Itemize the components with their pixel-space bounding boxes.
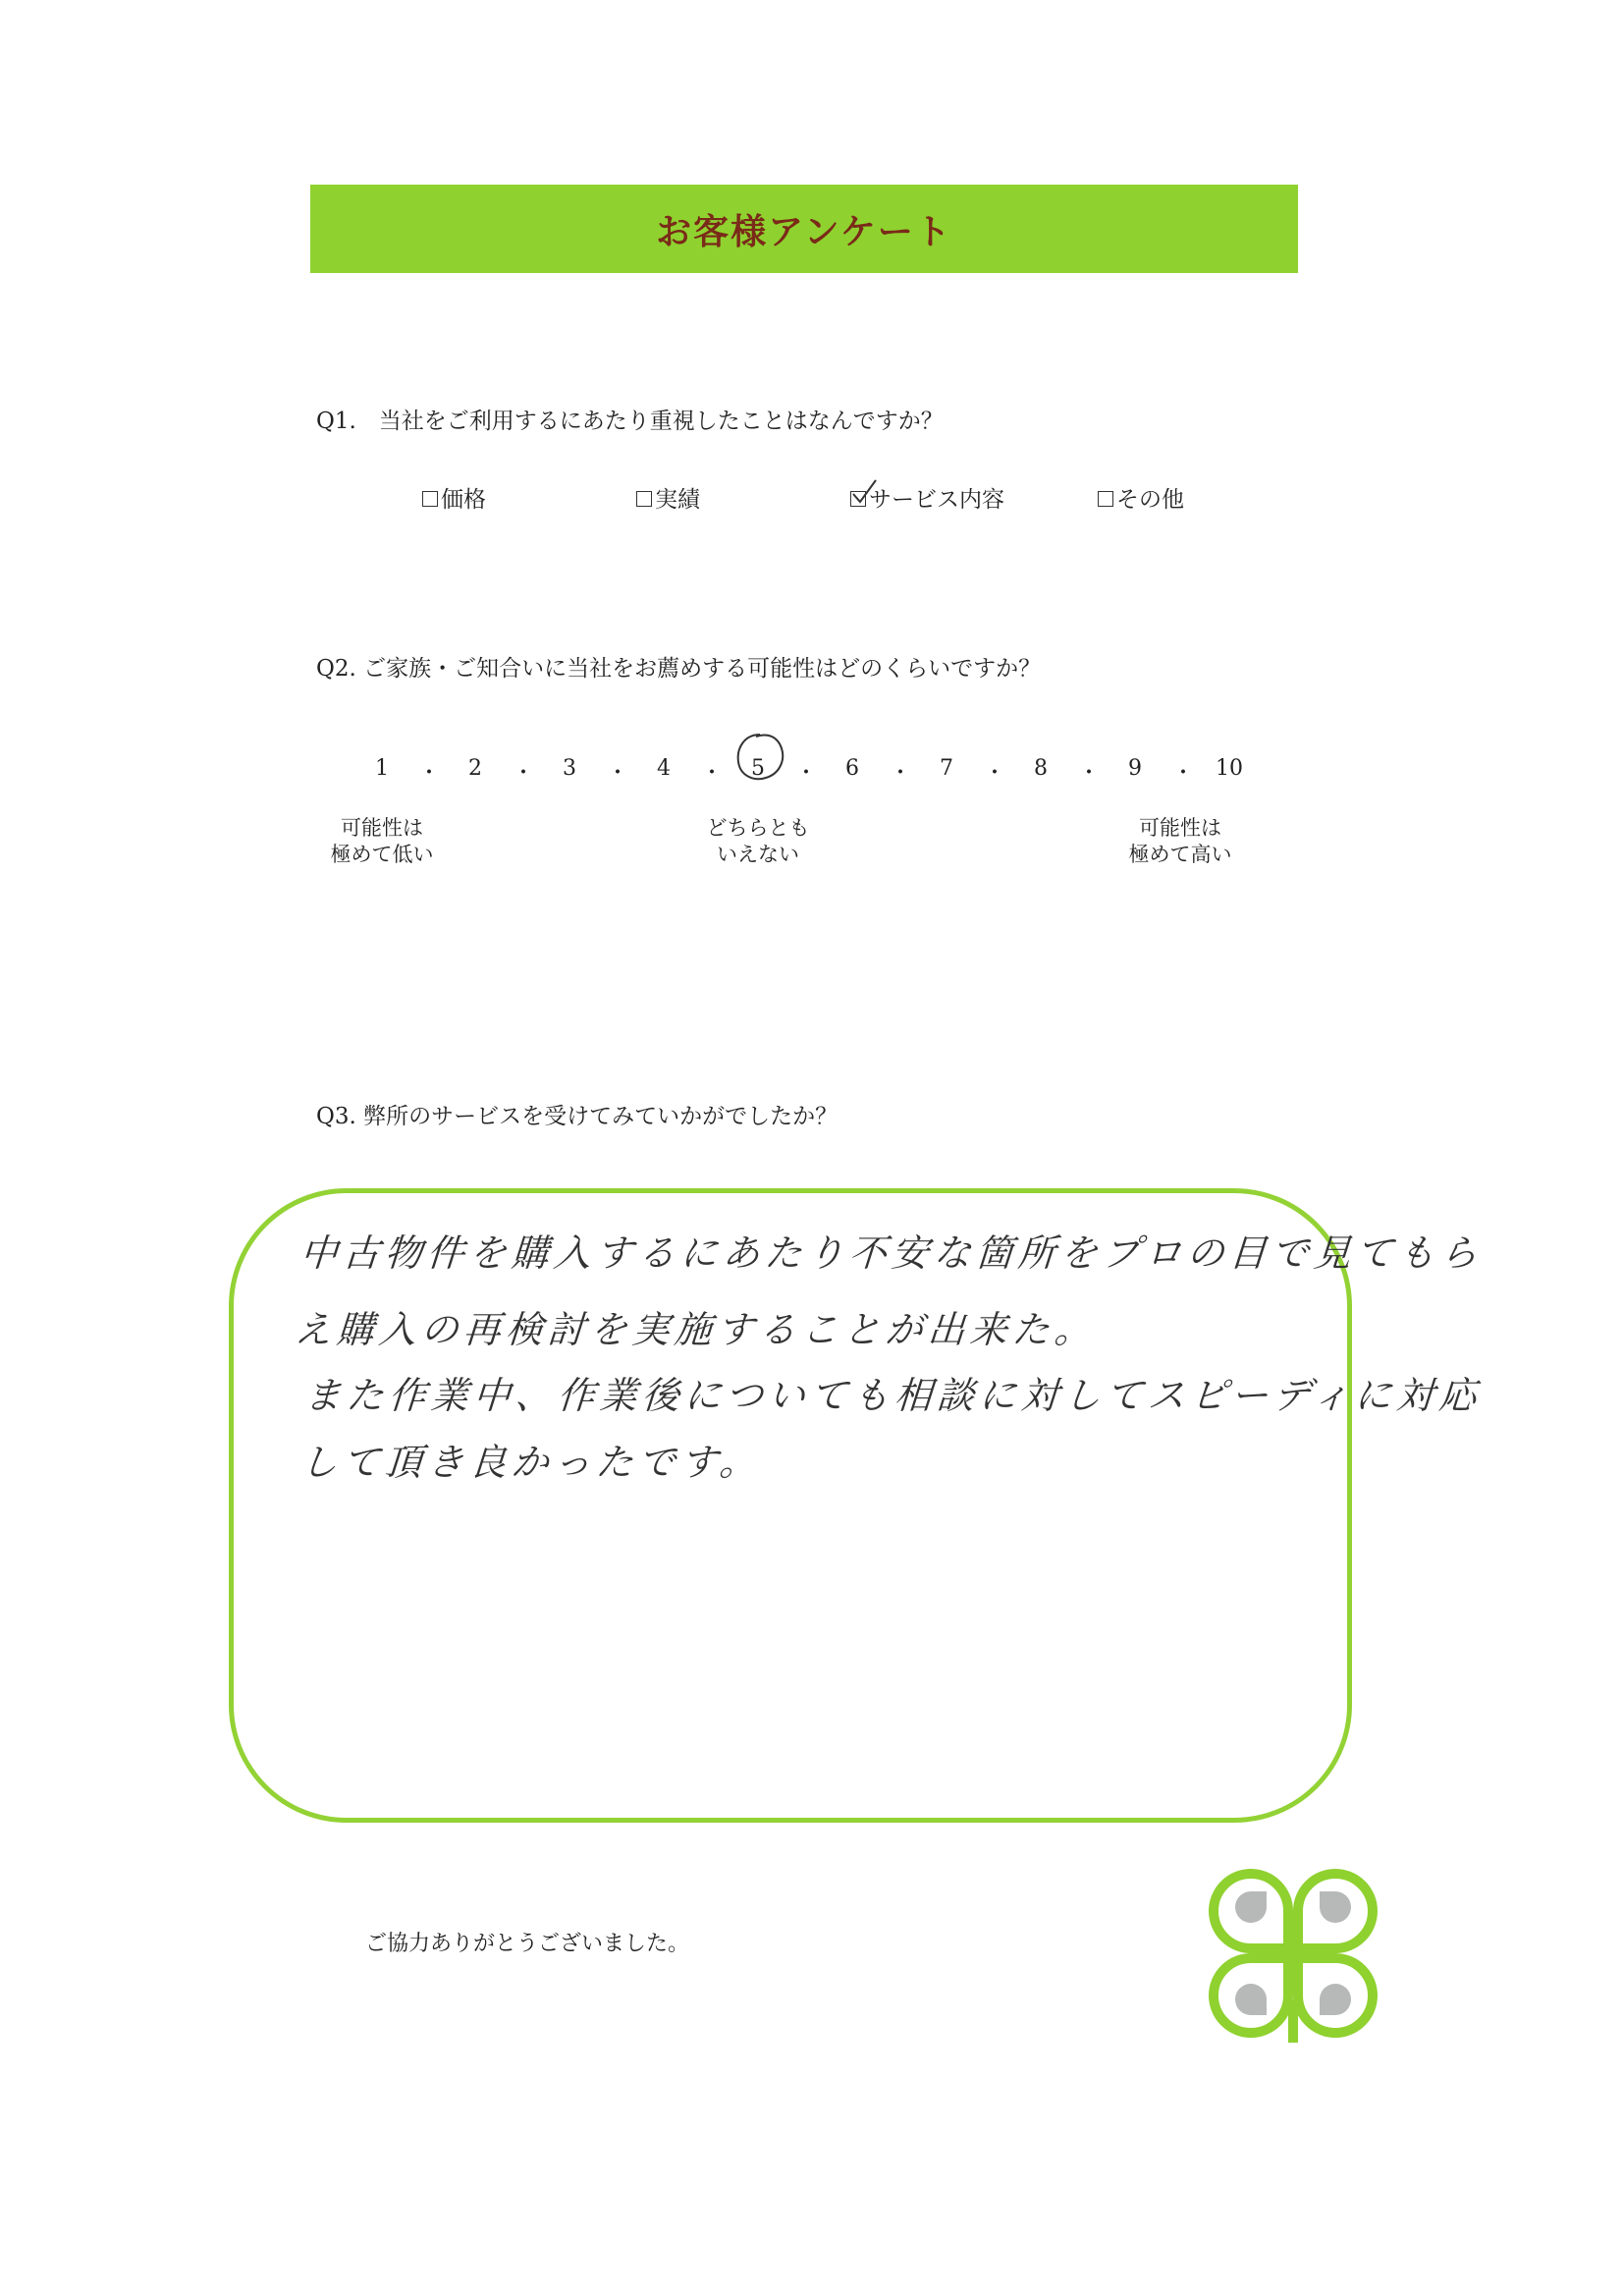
q2-scale-5[interactable]: 5 — [751, 756, 765, 781]
q2-label-high: 可能性は 極めて高い — [1128, 816, 1232, 866]
q3-answer-box[interactable] — [229, 1188, 1352, 1823]
q3-answer-line: え購入の再検討を実施することが出来た。 — [293, 1308, 1099, 1351]
q1-question: Q1. 当社をご利用するにあたり重視したことはなんですか？ — [316, 409, 944, 434]
q2-scale-7[interactable]: 7 — [940, 756, 953, 781]
q1-option-results-label: 実績 — [655, 487, 700, 513]
q1-checkbox-service[interactable] — [850, 491, 866, 507]
survey-header-banner — [310, 185, 1298, 273]
q2-scale-separator: ・ — [701, 761, 724, 786]
q3-answer-line: また作業中、作業後についても相談に対してスピーディに対応 — [302, 1374, 1483, 1417]
q2-label-low: 可能性は 極めて低い — [330, 816, 434, 866]
q2-scale-10[interactable]: 10 — [1216, 756, 1243, 781]
q1-option-price-label: 価格 — [441, 487, 486, 513]
q1-option-other[interactable] — [1098, 481, 1184, 514]
q2-scale-9[interactable]: 9 — [1128, 756, 1142, 781]
q2-scale-separator: ・ — [1078, 761, 1101, 786]
q1-checkbox-price[interactable] — [422, 491, 438, 507]
q1-option-service-label: サービス内容 — [869, 487, 1004, 513]
selection-circle-icon — [730, 729, 789, 786]
q2-scale-separator: ・ — [795, 761, 818, 786]
q2-scale-3[interactable]: 3 — [563, 756, 576, 781]
q3-question: Q3. 弊所のサービスを受けてみていかがでしたか？ — [316, 1104, 839, 1129]
q1-option-other-label: その他 — [1116, 487, 1184, 513]
q2-scale-4[interactable]: 4 — [657, 756, 671, 781]
q2-scale-6[interactable]: 6 — [845, 756, 859, 781]
q1-option-results[interactable] — [636, 481, 700, 514]
q2-scale-separator: ・ — [1172, 761, 1195, 786]
four-leaf-logo-icon — [1202, 1862, 1384, 2045]
q2-scale-separator: ・ — [418, 761, 441, 786]
q3-answer-line: 中古物件を購入するにあたり不安な箇所をプロの目で見てもら — [298, 1231, 1485, 1275]
survey-title: お客様アンケート — [656, 211, 952, 252]
q1-checkbox-other[interactable] — [1098, 491, 1113, 507]
q3-answer-line: して頂き良かったです。 — [298, 1441, 764, 1484]
q1-option-service[interactable] — [850, 481, 1004, 514]
q2-scale-1[interactable]: 1 — [375, 756, 389, 781]
q1-option-price[interactable] — [422, 481, 486, 514]
q1-checkbox-results[interactable] — [636, 491, 652, 507]
q2-scale-separator: ・ — [890, 761, 912, 786]
q2-scale-separator: ・ — [513, 761, 535, 786]
q2-scale-8[interactable]: 8 — [1034, 756, 1048, 781]
q2-scale-separator: ・ — [607, 761, 629, 786]
q2-scale-separator: ・ — [984, 761, 1006, 786]
q2-scale-2[interactable]: 2 — [468, 756, 482, 781]
q2-label-mid: どちらとも いえない — [706, 816, 810, 866]
q2-question: Q2. ご家族・ご知合いに当社をお薦めする可能性はどのくらいですか？ — [316, 656, 1042, 682]
thank-you-message: ご協力ありがとうございました。 — [365, 1932, 690, 1956]
checkmark-icon — [849, 478, 879, 506]
